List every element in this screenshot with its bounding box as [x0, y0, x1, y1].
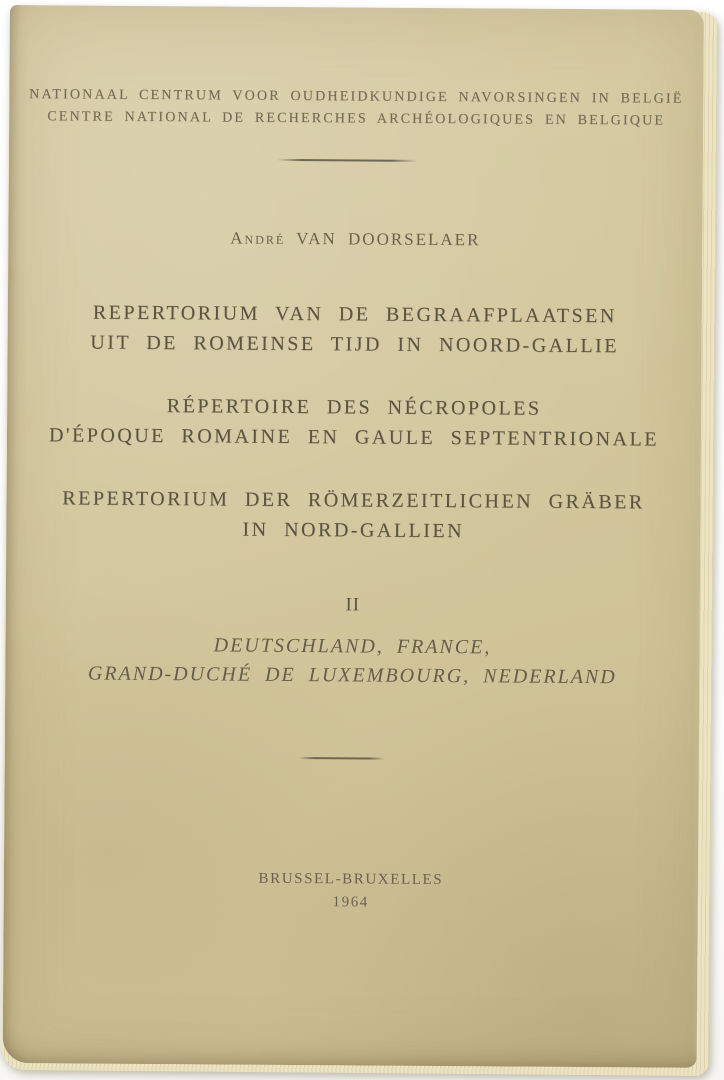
institution-line-dutch: NATIONAAL CENTRUM VOOR OUDHEIDKUNDIGE NAVORSINGEN IN BELGIË	[29, 87, 684, 107]
title-french-line2: D'ÉPOQUE ROMAINE EN GAULE SEPTENTRIONALE	[48, 424, 660, 451]
subtitle-line2: GRAND-DUCHÉ DE LUXEMBOURG, NEDERLAND	[87, 662, 617, 689]
institution-line-french: CENTRE NATIONAL DE RECHERCHES ARCHÉOLOGIQUES EN BELGIQUE	[47, 109, 666, 129]
title-dutch	[8, 297, 702, 362]
title-german-line2: IN NORD-GALLIEN	[242, 518, 465, 543]
institution-header	[9, 84, 703, 133]
divider-rule-top	[277, 159, 417, 162]
author-name: André VAN DOORSELAER	[230, 228, 481, 250]
title-french	[7, 390, 701, 455]
title-german	[6, 483, 700, 548]
subtitle-line1: DEUTSCHLAND, FRANCE,	[213, 634, 492, 659]
divider-rule-bottom	[299, 757, 385, 760]
volume-number: II	[345, 594, 361, 616]
imprint-year: 1964	[332, 894, 370, 911]
title-french-line1: RÉPERTOIRE DES NÉCROPOLES	[166, 395, 542, 420]
title-german-line1: REPERTORIUM DER RÖMERZEITLICHEN GRÄBER	[62, 487, 645, 514]
imprint-place: BRUSSEL-BRUXELLES	[258, 870, 444, 889]
book-front-cover	[3, 5, 704, 1068]
title-dutch-line1: REPERTORIUM VAN DE BEGRAAFPLAATSEN	[92, 301, 617, 328]
imprint	[4, 866, 698, 917]
subtitle-countries	[5, 630, 699, 693]
title-dutch-line2: UIT DE ROMEINSE TIJD IN NOORD-GALLIE	[90, 331, 620, 358]
